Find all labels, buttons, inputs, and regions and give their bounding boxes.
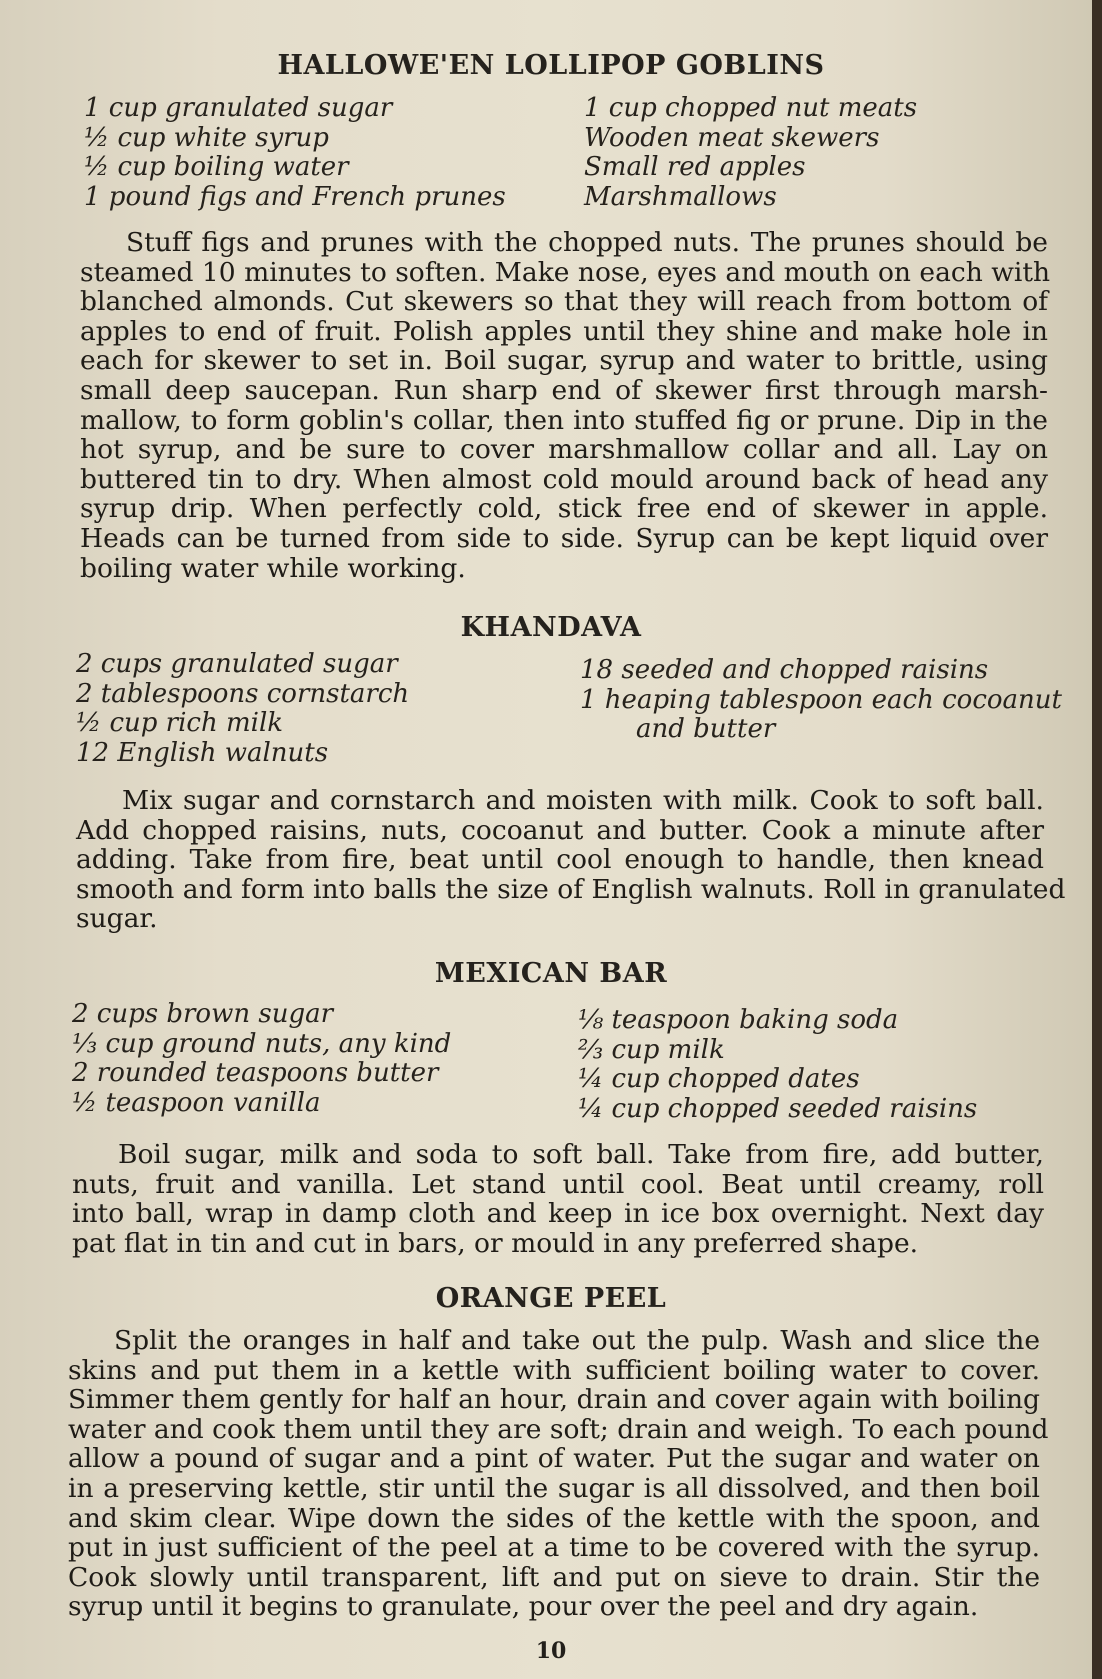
ingredient: ⅔ cup milk: [578, 1034, 725, 1065]
method-line: hot syrup, and be sure to cover marshmallow collar and all. Lay on: [80, 434, 1048, 466]
ingredient: ½ cup boiling water: [84, 152, 349, 182]
method-line: small deep saucepan. Run sharp end of skewer first through marsh-: [80, 374, 1048, 406]
method-line: syrup until it begins to granulate, pour over the peel and dry again.: [68, 1591, 979, 1623]
ingredient: 18 seeded and chopped raisins: [580, 655, 989, 685]
method-line: Cook slowly until transparent, lift and put on sieve to drain. Stir the: [68, 1561, 1040, 1593]
method-line: pat flat in tin and cut in bars, or mould in any preferred shape.: [72, 1227, 919, 1259]
method-line: boiling water while working.: [80, 552, 466, 584]
method-line: blanched almonds. Cut skewers so that they will reach from bottom of: [80, 286, 1048, 318]
ingredient: 12 English walnuts: [76, 737, 329, 768]
recipe-title: HALLOWE'EN LOLLIPOP GOBLINS: [277, 50, 825, 81]
ingredient: Marshmallows: [584, 181, 777, 212]
ingredients-left: [84, 94, 506, 212]
ingredients-left: [76, 650, 409, 768]
method-line: mallow, to form goblin's collar, then into stuffed fig or prune. Dip in the: [80, 404, 1048, 436]
method-line: water and cook them until they are soft; drain and weigh. To each pound: [68, 1413, 1049, 1445]
method-line: smooth and form into balls the size of English walnuts. Roll in granulated: [76, 873, 1066, 905]
method-line: put in just sufficient of the peel at a time to be covered with the syrup.: [68, 1532, 1040, 1564]
method-line: skins and put them in a kettle with sufficient boiling water to cover.: [68, 1354, 1040, 1386]
method-line: Mix sugar and cornstarch and moisten with milk. Cook to soft ball.: [122, 785, 1044, 816]
ingredient: 2 tablespoons cornstarch: [76, 678, 410, 709]
method-line: buttered tin to dry. When almost cold mould around back of head any: [80, 463, 1048, 495]
ingredient: ½ teaspoon vanilla: [72, 1087, 321, 1118]
ingredient: 1 cup granulated sugar: [84, 93, 393, 123]
method-line: Stuff figs and prunes with the chopped nuts. The prunes should be: [126, 227, 1048, 258]
method-line: Split the oranges in half and take out the pulp. Wash and slice the: [114, 1325, 1040, 1356]
method-line: Heads can be turned from side to side. Syrup can be kept liquid over: [80, 522, 1048, 554]
ingredient: ¼ cup chopped seeded raisins: [578, 1093, 978, 1124]
method-line: sugar.: [76, 903, 158, 935]
ingredient: 2 cups brown sugar: [72, 999, 334, 1029]
method-line: Boil sugar, milk and soda to soft ball. Take from fire, add butter,: [118, 1139, 1044, 1170]
method-line: and skim clear. Wipe down the sides of the kettle with the spoon, and: [68, 1502, 1040, 1534]
ingredients-left: [72, 1000, 451, 1118]
recipe-title: ORANGE PEEL: [435, 1283, 667, 1314]
ingredient: 1 heaping tablespoon each cocoanut: [580, 684, 1062, 715]
ingredient: Small red apples: [584, 152, 806, 182]
ingredient: 1 pound figs and French prunes: [84, 181, 506, 212]
recipe-method: [72, 1140, 1044, 1258]
method-line: apples to end of fruit. Polish apples until they shine and make hole in: [80, 315, 1048, 347]
ingredients-right: [578, 1006, 977, 1124]
method-line: Simmer them gently for half an hour, drain and cover again with boiling: [68, 1384, 1040, 1416]
recipe-title: MEXICAN BAR: [434, 958, 668, 989]
ingredient: ½ cup white syrup: [84, 122, 329, 153]
ingredient: Wooden meat skewers: [584, 122, 880, 153]
ingredient: 2 rounded teaspoons butter: [72, 1058, 439, 1088]
method-line: steamed 10 minutes to soften. Make nose, eyes and mouth on each with: [80, 256, 1051, 288]
ingredient: ⅓ cup ground nuts, any kind: [72, 1028, 452, 1059]
ingredients-right: [580, 656, 1062, 745]
recipe-method: [68, 1325, 1049, 1623]
method-line: into ball, wrap in damp cloth and keep in ice box overnight. Next day: [72, 1198, 1044, 1230]
method-line: adding. Take from fire, beat until cool enough to handle, then knead: [76, 844, 1044, 876]
method-line: in a preserving kettle, stir until the sugar is all dissolved, and then boil: [68, 1472, 1040, 1504]
ingredient: and butter: [636, 714, 776, 744]
ingredient: 2 cups granulated sugar: [76, 649, 398, 679]
ingredient: ⅛ teaspoon baking soda: [578, 1005, 899, 1035]
ingredient: 1 cup chopped nut meats: [584, 93, 918, 123]
method-line: each for skewer to set in. Boil sugar, syrup and water to brittle, using: [80, 345, 1048, 377]
recipe-method: [76, 785, 1066, 935]
method-line: nuts, fruit and vanilla. Let stand until cool. Beat until creamy, roll: [72, 1168, 1044, 1200]
recipe-method: [80, 227, 1051, 584]
page-number: 10: [535, 1638, 567, 1664]
recipe-title: KHANDAVA: [460, 612, 642, 643]
ingredient: ½ cup rich milk: [76, 708, 284, 738]
method-line: allow a pound of sugar and a pint of water. Put the sugar and water on: [68, 1443, 1040, 1475]
ingredients-right: [584, 94, 917, 212]
method-line: syrup drip. When perfectly cold, stick free end of skewer in apple.: [80, 493, 1048, 525]
method-line: Add chopped raisins, nuts, cocoanut and butter. Cook a minute after: [76, 814, 1044, 846]
ingredient: ¼ cup chopped dates: [578, 1064, 860, 1094]
